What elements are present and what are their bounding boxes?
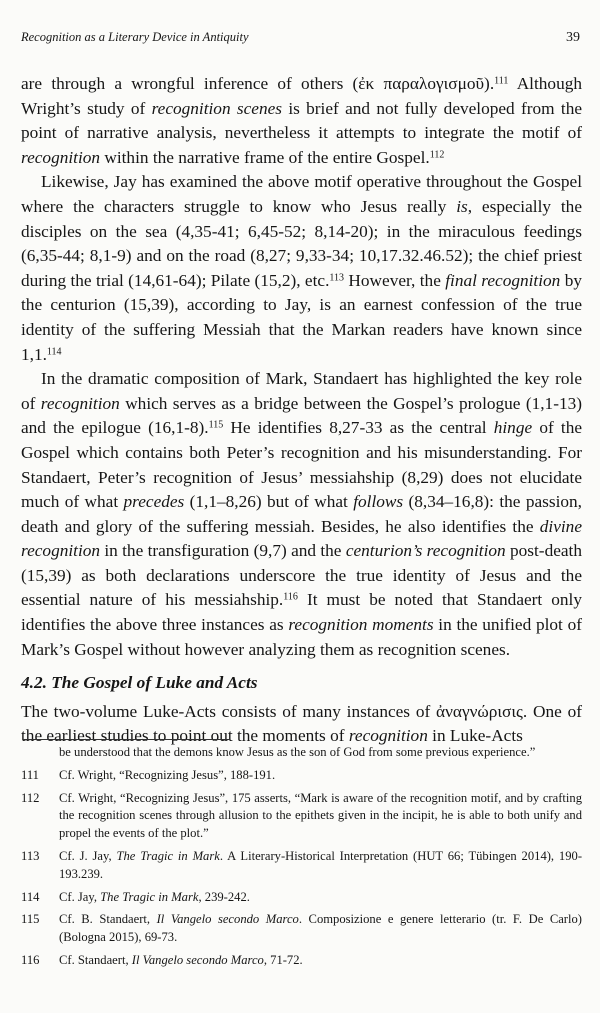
footnote-continuation: be understood that the demons know Jesus as the son of God from some previous experience.” <box>59 745 536 759</box>
paragraph-1: are through a wrongful inference of others (ἐκ παραλογισμοῦ).$^{111}$ Although Wright’s study of recognition scenes is brief and not fully developed from the point of narrative analysis, nevertheless it attempts to integrate the motif of recognition within the narrative frame of the entire Gospel.$^{112}$ <box>21 74 583 167</box>
footnote-ref-113[interactable]: 113 <box>329 272 345 284</box>
footnote-114 <box>21 889 582 907</box>
footnote-text: Cf. Standaert, Il Vangelo secondo Marco, 71-72. <box>59 952 303 967</box>
footnote-ref-116[interactable]: 116 <box>283 591 298 603</box>
running-header <box>21 30 580 48</box>
footnotes <box>21 744 582 975</box>
section-heading: 4.2. The Gospel of Luke and Acts <box>21 673 258 693</box>
footnote-116 <box>21 952 582 970</box>
main-text <box>21 72 582 749</box>
footnote-ref-111[interactable]: 111 <box>494 75 509 87</box>
footnote-ref-114[interactable]: 114 <box>46 346 62 358</box>
footnote-115 <box>21 911 582 947</box>
footnote-113 <box>21 848 582 884</box>
footnote-text: Cf. Wright, “Recognizing Jesus”, 175 asserts, “Mark is aware of the recognition motif, and by crafting the recognition scenes through allusion to the epithets given in the incipit, he is able to both unify and propel the events of the plot.” <box>59 790 582 841</box>
footnote-number: 115 <box>21 912 40 927</box>
footnote-number: 112 <box>21 790 40 805</box>
footnote-text: Cf. Wright, “Recognizing Jesus”, 188-191. <box>59 767 276 782</box>
page-number: 39 <box>566 30 580 45</box>
footnote-number: 111 <box>21 767 39 782</box>
paragraph-2: Likewise, Jay has examined the above motif operative throughout the Gospel where the characters struggle to know who Jesus really is, especially the disciples on the sea (4,35-41; 6,45-52; 8,14-20); in the miraculous feedings (6,35-44; 8,1-9) and on the road (8,27; 9,33-34; 10,17.32.46.52); the chief priest during the trial (14,61-64); Pilate (15,2), etc.$^{113}$ However, the final recognition by the centurion (15,39), according to Jay, is an earnest confession of the true identity of the suffering Messiah that the Markan readers have known since 1,1.$^{114}$ <box>21 172 582 364</box>
footnote-divider <box>23 739 230 740</box>
footnote-ref-115[interactable]: 115 <box>208 419 224 431</box>
running-title: Recognition as a Literary Device in Antiquity <box>21 30 249 44</box>
footnote-text: Cf. B. Standaert, Il Vangelo secondo Marco. Composizione e genere letterario (tr. F. De Carlo) (Bologna 2015), 69-73. <box>59 912 582 945</box>
footnote-number: 114 <box>21 889 40 904</box>
footnote-number: 113 <box>21 848 40 863</box>
footnote-ref-112[interactable]: 112 <box>429 149 445 161</box>
paragraph-4: The two-volume Luke-Acts consists of many instances of ἀναγνώρισις. One of the earliest studies to point out the moments of recognition in Luke-Acts <box>21 701 582 746</box>
footnote-text: Cf. Jay, The Tragic in Mark, 239-242. <box>59 889 250 904</box>
footnote-number: 116 <box>21 952 40 967</box>
footnote-111 <box>21 767 582 785</box>
footnote-text: Cf. J. Jay, The Tragic in Mark. A Literary-Historical Interpretation (HUT 66; Tübingen 2014), 190-193.239. <box>59 848 583 881</box>
paragraph-3: In the dramatic composition of Mark, Standaert has highlighted the key role of recognition which serves as a bridge between the Gospel’s prologue (1,1-13) and the epilogue (16,1-8).$^{115}$ He identifies 8,27-33 as the central hinge of the Gospel which contains both Peter’s recognition and his misunderstanding. For Standaert, Peter’s recognition of Jesus’ messiahship (8,29) does not elucidate much of what precedes (1,1–8,26) but of what follows (8,34–16,8): the passion, death and glory of the suffering messiah. Besides, he also identifies the divine recognition in the transfiguration (9,7) and the centurion’s recognition post-death (15,39) as both declarations underscore the true identity of Jesus and the essential nature of his messiahship.$^{116}$ It must be noted that Standaert only identifies the above three instances as recognition moments in the unified plot of Mark’s Gospel without however analyzing them as recognition scenes. <box>21 369 583 659</box>
footnote-112 <box>21 790 582 843</box>
